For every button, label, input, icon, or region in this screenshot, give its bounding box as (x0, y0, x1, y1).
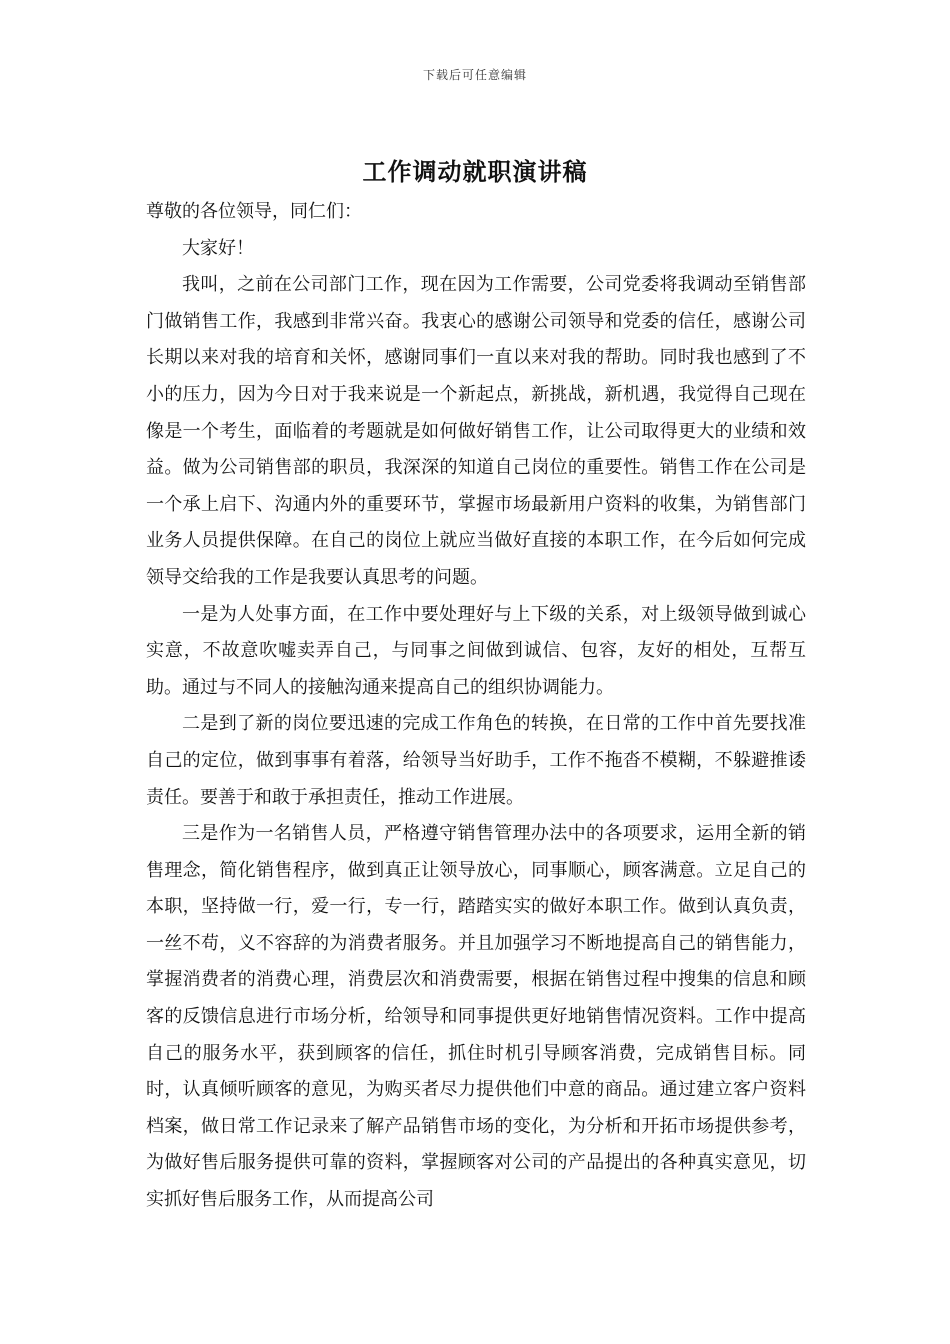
body-paragraph-3: 二是到了新的岗位要迅速的完成工作角色的转换，在日常的工作中首先要找准自己的定位，做到事事有着落，给领导当好助手，工作不拖沓不模糊，不躲避推诿责任。要善于和敢于承担责任，推动工作进展。 (146, 713, 806, 808)
header-note: 下载后可任意编辑 (422, 68, 527, 82)
document-body (146, 194, 806, 1219)
greeting: 大家好！ (182, 237, 254, 259)
document-title: 工作调动就职演讲稿 (362, 157, 588, 186)
body-paragraph-2: 一是为人处事方面，在工作中要处理好与上下级的关系，对上级领导做到诚心实意，不故意吹嘘卖弄自己，与同事之间做到诚信、包容，友好的相处，互帮互助。通过与不同人的接触沟通来提高自己的组织协调能力。 (146, 603, 806, 698)
body-paragraph-1: 我叫，之前在公司部门工作，现在因为工作需要，公司党委将我调动至销售部门做销售工作，我感到非常兴奋。我衷心的感谢公司领导和党委的信任，感谢公司长期以来对我的培育和关怀，感谢同事们一直以来对我的帮助。同时我也感到了不小的压力，因为今日对于我来说是一个新起点，新挑战，新机遇，我觉得自己现在像是一个考生，面临着的考题就是如何做好销售工作，让公司取得更大的业绩和效益。做为公司销售部的职员，我深深的知道自己岗位的重要性。销售工作在公司是一个承上启下、沟通内外的重要环节，掌握市场最新用户资料的收集，为销售部门业务人员提供保障。在自己的岗位上就应当做好直接的本职工作，在今后如何完成领导交给我的工作是我要认真思考的问题。 (146, 274, 806, 588)
body-paragraph-4: 三是作为一名销售人员，严格遵守销售管理办法中的各项要求，运用全新的销售理念，简化销售程序，做到真正让领导放心，同事顺心，顾客满意。立足自己的本职，坚持做一行，爱一行，专一行，踏踏实实的做好本职工作。做到认真负责，一丝不苟，义不容辞的为消费者服务。并且加强学习不断地提高自己的销售能力，掌握消费者的消费心理，消费层次和消费需要，根据在销售过程中搜集的信息和顾客的反馈信息进行市场分析，给领导和同事提供更好地销售情况资料。工作中提高自己的服务水平，获到顾客的信任，抓住时机引导顾客消费，完成销售目标。同时，认真倾听顾客的意见，为购买者尽力提供他们中意的商品。通过建立客户资料档案，做日常工作记录来了解产品销售市场的变化，为分析和开拓市场提供参考，为做好售后服务提供可靠的资料，掌握顾客对公司的产品提出的各种真实意见，切实抓好售后服务工作，从而提高公司 (146, 823, 806, 1211)
salutation: 尊敬的各位领导，同仁们： (146, 201, 362, 222)
